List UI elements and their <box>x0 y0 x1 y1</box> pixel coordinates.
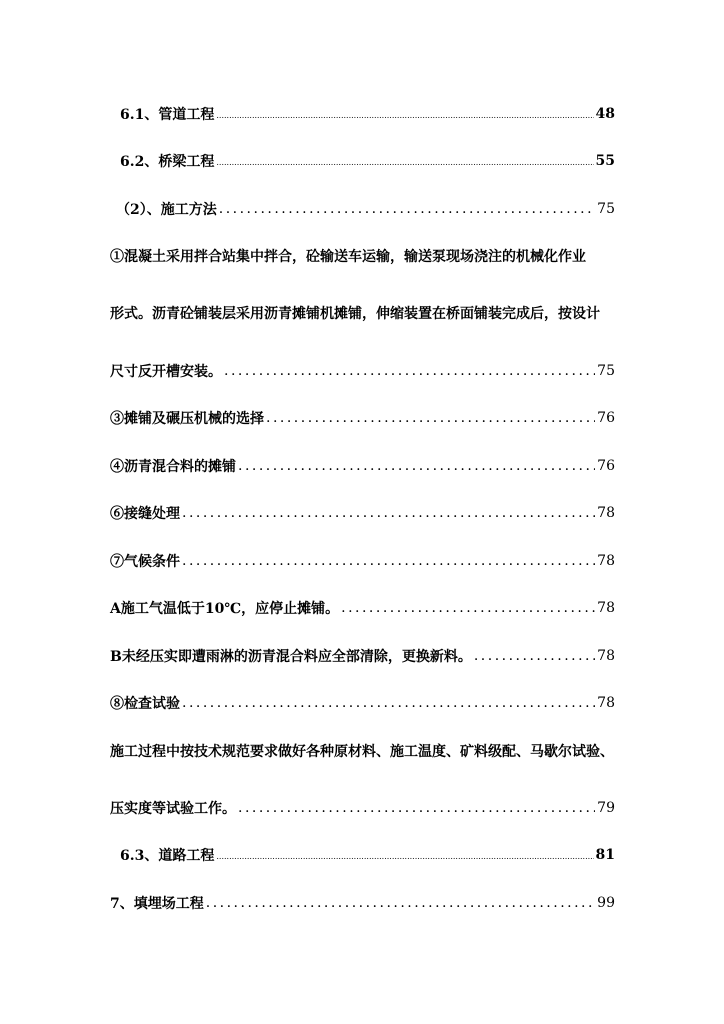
toc-entry-page: 76 <box>597 410 615 426</box>
toc-entry[interactable] <box>120 844 615 866</box>
toc-entry-page: 78 <box>597 695 615 711</box>
toc-entry-title: ⑧检查试验 <box>110 696 180 712</box>
dot-leader <box>182 695 595 711</box>
toc-entry[interactable] <box>110 502 615 524</box>
toc-entry-page: 75 <box>597 201 615 217</box>
toc-entry-title: （2）、施工方法 <box>116 202 217 218</box>
toc-entry-title: 6.1、管道工程 <box>120 107 215 123</box>
dot-leader <box>219 201 595 217</box>
toc-entry[interactable] <box>110 597 615 619</box>
toc-entry[interactable] <box>110 645 615 667</box>
toc-entry-title: ⑥接缝处理 <box>110 506 180 522</box>
toc-entry-page: 78 <box>597 553 615 569</box>
toc-entry-title: 施工过程中按技术规范要求做好各种原材料、施工温度、矿料级配、马歇尔试验、 <box>110 744 614 760</box>
toc-entry-title: 7、填埋场工程 <box>110 896 204 912</box>
dot-leader <box>216 852 593 866</box>
dot-leader <box>474 648 595 664</box>
toc-entry-page: 48 <box>595 106 615 122</box>
toc-entry-page: 99 <box>597 895 615 911</box>
dot-leader <box>182 505 595 521</box>
toc-entry[interactable] <box>110 455 615 477</box>
toc-entry[interactable] <box>110 550 615 572</box>
dot-leader <box>224 363 595 379</box>
toc-entry[interactable] <box>110 360 615 382</box>
toc-entry[interactable] <box>110 892 615 914</box>
toc-entry-page: 75 <box>597 363 615 379</box>
dot-leader <box>238 458 595 474</box>
toc-entry-title: ⑦气候条件 <box>110 554 180 570</box>
toc-entry[interactable] <box>110 692 615 714</box>
toc-entry-title: A施工气温低于10℃，应停止摊铺。 <box>110 601 340 617</box>
toc-entry-page: 76 <box>597 458 615 474</box>
toc-entry-title: 形式。沥青砼铺装层采用沥青摊铺机摊铺，伸缩装置在桥面铺装完成后，按设计 <box>110 306 600 322</box>
toc-entry-page: 81 <box>595 847 615 863</box>
dot-leader <box>206 895 595 911</box>
toc-wrapped-line <box>110 302 615 324</box>
toc-entry-title: 6.3、道路工程 <box>120 848 215 864</box>
toc-entry-page: 78 <box>597 648 615 664</box>
toc-entry-page: 55 <box>595 153 615 169</box>
toc-entry[interactable] <box>110 407 615 429</box>
dot-leader <box>216 158 593 172</box>
toc-wrapped-line <box>110 245 615 267</box>
dot-leader <box>182 553 595 569</box>
dot-leader <box>266 410 595 426</box>
toc-entry-title: 6.2、桥梁工程 <box>120 154 215 170</box>
toc-entry-title: 压实度等试验工作。 <box>110 801 236 817</box>
toc-wrapped-line <box>110 740 615 762</box>
toc-entry-page: 78 <box>597 505 615 521</box>
toc-entry-title: 尺寸反开槽安装。 <box>110 364 222 380</box>
toc-entry-title: ①混凝土采用拌合站集中拌合，砼输送车运输，输送泵现场浇注的机械化作业 <box>110 249 586 265</box>
toc-entry-title: B未经压实即遭雨淋的沥青混合料应全部清除，更换新料。 <box>110 649 472 665</box>
toc-entry-page: 78 <box>597 600 615 616</box>
toc-entry-title: ④沥青混合料的摊铺 <box>110 459 236 475</box>
toc-entry[interactable] <box>110 797 615 819</box>
toc-entry[interactable] <box>120 103 615 125</box>
toc-entry-title: ③摊铺及碾压机械的选择 <box>110 411 264 427</box>
toc-entry-page: 79 <box>597 800 615 816</box>
toc-entry[interactable] <box>120 150 615 172</box>
toc-entry[interactable] <box>116 198 615 220</box>
dot-leader <box>341 600 595 616</box>
dot-leader <box>238 800 595 816</box>
dot-leader <box>216 111 593 125</box>
